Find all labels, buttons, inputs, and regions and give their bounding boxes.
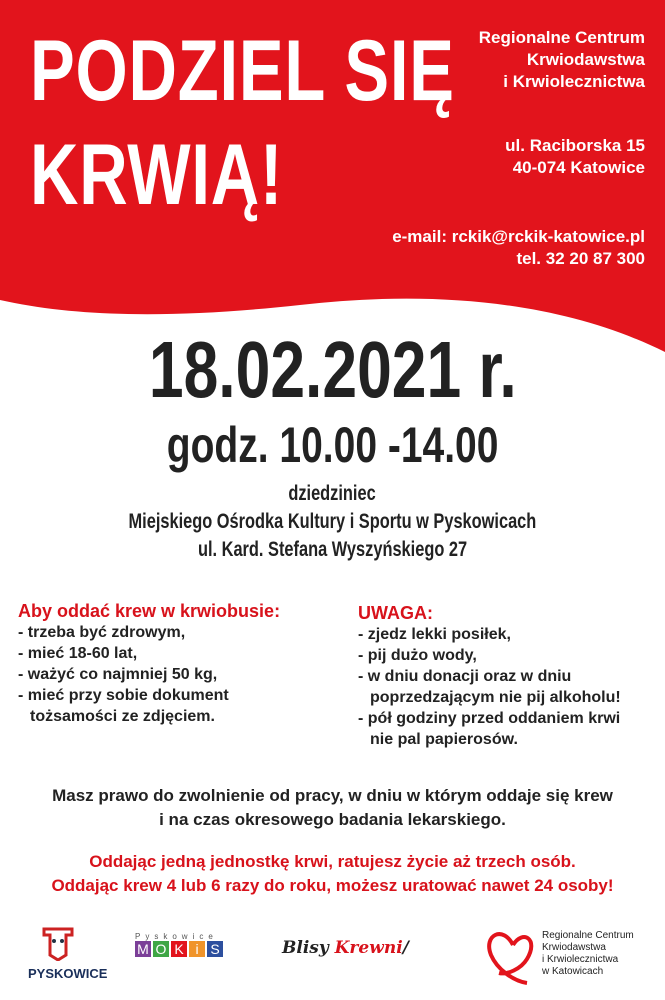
address: ul. Raciborska 15 40-074 Katowice <box>505 136 645 177</box>
blisko-krewni-logo: Blisy Krewni/ <box>282 938 409 958</box>
title-line-1: PODZIEL SIĘ <box>30 23 455 119</box>
rckik-logo-text: Regionalne Centrum Krwiodawstwa i Krwiolecznictwa w Katowicach <box>542 930 634 977</box>
mask-icon <box>40 925 76 961</box>
event-date: 18.02.2021 r. <box>148 325 517 414</box>
heart-logo-icon <box>483 925 538 987</box>
slogans: Oddając jedną jednostkę krwi, ratujesz życie aż trzech osób. Oddając krew 4 lub 6 razy do roku, możesz uratować nawet 24 osoby! <box>51 852 614 895</box>
contact: e-mail: rckik@rckik-katowice.pl tel. 32 20 87 300 <box>392 227 645 268</box>
org-name: Regionalne Centrum Krwiodawstwa i Krwiolecznictwa <box>478 28 645 91</box>
event-place: dziedziniec Miejskiego Ośrodka Kultury i Sportu w Pyskowicach ul. Kard. Stefana Wyszyńskiego 27 <box>128 482 537 561</box>
notice-list: UWAGA: - zjedz lekki posiłek, - pij dużo wody, - w dniu donacji oraz w dniu poprzedzającym nie pij alkoholu! - pół godziny przed oddaniem krwi nie pal papierosów. <box>358 603 621 748</box>
mokis-logo: Pyskowice M O K i S <box>135 932 223 957</box>
pyskowice-logo: PYSKOWICE <box>28 925 88 981</box>
event-time: godz. 10.00 -14.00 <box>166 417 499 473</box>
info-text: Masz prawo do zwolnienie od pracy, w dniu w którym oddaje się krew i na czas okresowego badania lekarskiego. <box>52 786 613 829</box>
title-line-2: KRWIĄ! <box>30 127 284 223</box>
requirements-list: Aby oddać krew w krwiobusie: - trzeba być zdrowym, - mieć 18-60 lat, - ważyć co najmniej 50 kg, - mieć przy sobie dokument tożsamości ze zdjęciem. <box>18 601 281 725</box>
